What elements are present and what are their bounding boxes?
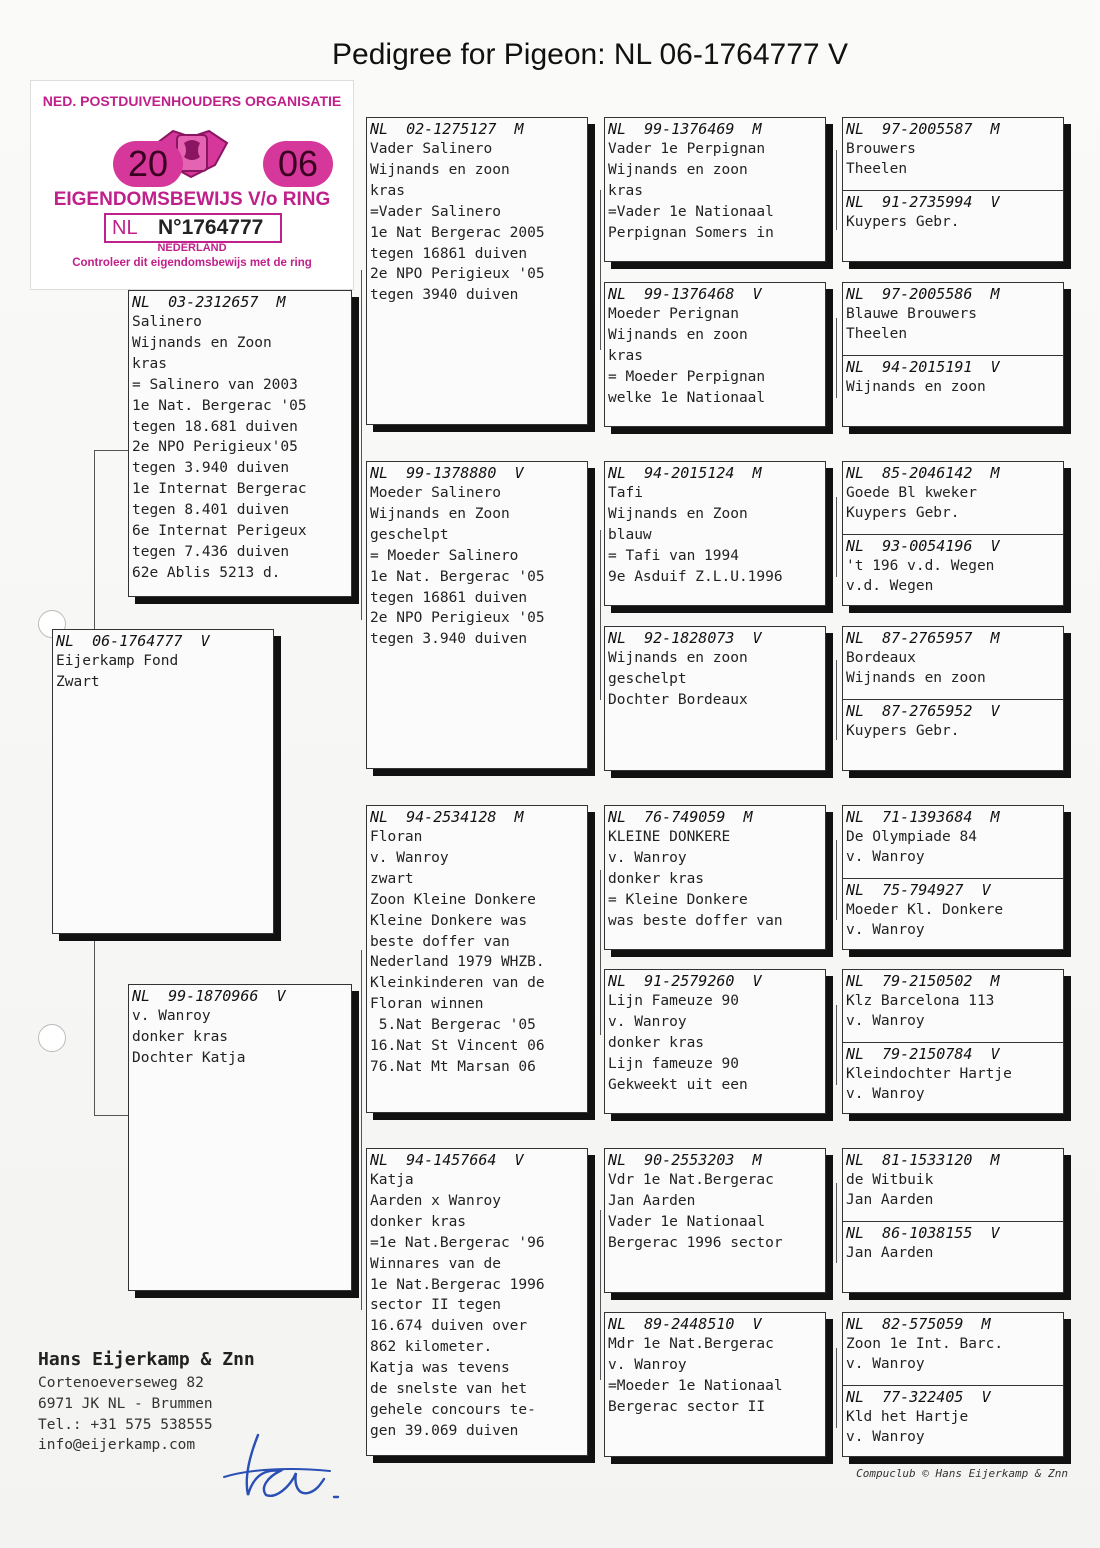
- pigeon-card-pair: [842, 805, 1064, 950]
- card-line: Jan Aarden: [846, 1245, 934, 1261]
- pigeon-card-subject: [52, 629, 274, 934]
- card-line: v. Wanroy: [846, 1086, 925, 1102]
- card-line: geschelpt: [370, 526, 449, 543]
- pair-top: [843, 970, 1063, 1042]
- card-line: v. Wanroy: [846, 1013, 925, 1029]
- card-line: Theelen: [846, 326, 908, 342]
- card-line: Zoon Kleine Donkere: [370, 891, 536, 908]
- card-line: v. Wanroy: [132, 1008, 211, 1024]
- pigeon-card-father: [128, 290, 352, 597]
- card-line: Kuypers Gebr.: [846, 723, 960, 739]
- card-line: gehele concours te-: [370, 1401, 536, 1418]
- ring-header: NL 99-1376469 M: [608, 120, 762, 138]
- card-line: Vader 1e Perpignan: [608, 141, 766, 157]
- ring-header: NL 06-1764777 V: [56, 632, 210, 650]
- pair-top: [843, 1313, 1063, 1385]
- pigeon-card-pair: [842, 117, 1064, 262]
- card-line: Floran winnen: [370, 996, 484, 1013]
- ring-header: NL 99-1870966 V: [132, 987, 286, 1005]
- card-line: 't 196 v.d. Wegen: [846, 558, 995, 574]
- connector-line: [836, 1183, 837, 1263]
- card-line: tegen 3.940 duiven: [370, 631, 528, 648]
- card-line: 16.674 duiven over: [370, 1318, 528, 1335]
- card-line: Kuypers Gebr.: [846, 214, 960, 230]
- card-line: kras: [132, 355, 167, 372]
- ring-header: NL 75-794927 V: [846, 881, 991, 899]
- card-line: blauw: [608, 526, 652, 543]
- card-line: v. Wanroy: [846, 1356, 925, 1372]
- footer-credit: Compuclub © Hans Eijerkamp & Znn: [856, 1467, 1068, 1480]
- ring-header: NL 91-2579260 V: [608, 972, 762, 990]
- card-line: Moeder Salinero: [370, 485, 501, 501]
- card-line: = Salinero van 2003: [132, 376, 298, 393]
- pair-top: [843, 283, 1063, 355]
- ownership-certificate: [30, 80, 354, 290]
- card-line: 16.Nat St Vincent 06: [370, 1038, 545, 1055]
- card-line: geschelpt: [608, 670, 687, 687]
- card-line: de snelste van het: [370, 1381, 528, 1398]
- pair-top: [843, 462, 1063, 534]
- card-line: Wijnands en zoon: [608, 161, 748, 178]
- connector-line: [600, 1210, 601, 1380]
- pigeon-card-pair: [842, 282, 1064, 427]
- card-line: gen 39.069 duiven: [370, 1422, 519, 1439]
- card-line: 2e NPO Perigieux'05: [132, 439, 298, 456]
- connector-line: [836, 660, 837, 740]
- card-line: kras: [608, 347, 643, 364]
- pigeon-card-grandparent: [366, 805, 588, 1113]
- connector-line: [836, 1348, 837, 1428]
- pair-top: [843, 627, 1063, 699]
- card-line: 1e Nat Bergerac 2005: [370, 224, 545, 241]
- card-line: 6e Internat Perigeux: [132, 523, 307, 540]
- card-line: Floran: [370, 829, 423, 845]
- card-line: =Moeder 1e Nationaal: [608, 1377, 783, 1394]
- pigeon-card-great-grandparent: [604, 282, 826, 427]
- certificate-year-right: 06: [263, 141, 333, 187]
- card-line: Kleine Donkere was: [370, 912, 528, 929]
- card-line: tegen 16861 duiven: [370, 589, 528, 606]
- card-line: v. Wanroy: [846, 922, 925, 938]
- card-line: 62e Ablis 5213 d.: [132, 564, 281, 581]
- card-line: Wijnands en zoon: [608, 650, 748, 666]
- certificate-label: EIGENDOMSBEWIJS V/o RING: [53, 189, 331, 210]
- card-line: Bergerac sector II: [608, 1398, 766, 1415]
- ring-number: N°1764777: [158, 216, 264, 239]
- card-line: 1e Nat. Bergerac '05: [370, 568, 545, 585]
- card-line: Wijnands en Zoon: [132, 334, 272, 351]
- connector-line: [600, 190, 601, 350]
- card-line: Wijnands en zoon: [846, 670, 986, 686]
- card-line: Vdr 1e Nat.Bergerac: [608, 1172, 774, 1188]
- connector-line: [361, 950, 362, 1310]
- card-line: Bordeaux: [846, 650, 916, 666]
- card-line: KLEINE DONKERE: [608, 829, 731, 845]
- card-line: = Kleine Donkere: [608, 891, 748, 908]
- card-line: v. Wanroy: [846, 849, 925, 865]
- owner-address-line: 6971 JK NL - Brummen: [38, 1395, 213, 1412]
- card-line: v. Wanroy: [608, 1356, 687, 1373]
- card-line: Wijnands en Zoon: [608, 505, 748, 522]
- card-line: sector II tegen: [370, 1297, 501, 1314]
- card-line: Bergerac 1996 sector: [608, 1234, 783, 1251]
- card-line: 5.Nat Bergerac '05: [370, 1017, 536, 1034]
- card-line: tegen 18.681 duiven: [132, 418, 298, 435]
- pigeon-card-pair: [842, 626, 1064, 771]
- card-line: de Witbuik: [846, 1172, 934, 1188]
- card-line: tegen 3.940 duiven: [132, 460, 290, 477]
- card-line: 1e Internat Bergerac: [132, 481, 307, 498]
- pigeon-card-pair: [842, 1312, 1064, 1457]
- card-line: v. Wanroy: [846, 1429, 925, 1445]
- pigeon-card-grandparent: [366, 117, 588, 425]
- card-line: 76.Nat Mt Marsan 06: [370, 1058, 536, 1075]
- ring-header: NL 03-2312657 M: [132, 293, 286, 311]
- owner-phone: Tel.: +31 575 538555: [38, 1416, 213, 1433]
- ring-header: NL 97-2005587 M: [846, 120, 1000, 138]
- ring-header: NL 90-2553203 M: [608, 1151, 762, 1169]
- card-line: Kuypers Gebr.: [846, 505, 960, 521]
- card-line: = Tafi van 1994: [608, 547, 739, 564]
- card-line: Wijnands en Zoon: [370, 505, 510, 522]
- card-line: Katja: [370, 1172, 414, 1188]
- card-line: Lijn fameuze 90: [608, 1055, 739, 1072]
- card-line: =Vader 1e Nationaal: [608, 203, 774, 220]
- card-line: Jan Aarden: [608, 1192, 696, 1209]
- connector-line: [94, 1115, 128, 1116]
- pigeon-card-great-grandparent: [604, 461, 826, 606]
- card-line: Eijerkamp Fond: [56, 653, 179, 669]
- card-line: Mdr 1e Nat.Bergerac: [608, 1336, 774, 1352]
- card-line: Salinero: [132, 314, 202, 330]
- connector-line: [836, 318, 837, 398]
- card-line: v. Wanroy: [370, 849, 449, 866]
- pigeon-card-grandparent: [366, 1148, 588, 1456]
- ring-header: NL 94-2015191 V: [846, 358, 1000, 376]
- card-line: Wijnands en zoon: [608, 326, 748, 343]
- pigeon-card-mother: [128, 984, 352, 1291]
- card-line: Nederland 1979 WHZB.: [370, 954, 545, 971]
- pair-bottom: [843, 534, 1063, 607]
- card-line: =Vader Salinero: [370, 203, 501, 220]
- ring-header: NL 94-2534128 M: [370, 808, 524, 826]
- card-line: Kld het Hartje: [846, 1409, 969, 1425]
- pigeon-card-great-grandparent: [604, 1148, 826, 1293]
- connector-line: [94, 450, 128, 451]
- ring-header: NL 99-1376468 V: [608, 285, 762, 303]
- card-line: 2e NPO Perigieux '05: [370, 266, 545, 283]
- card-line: zwart: [370, 870, 414, 887]
- owner-name: Hans Eijerkamp & Znn: [38, 1349, 255, 1370]
- ring-header: NL 81-1533120 M: [846, 1151, 1000, 1169]
- card-line: Moeder Perignan: [608, 306, 739, 322]
- ring-header: NL 85-2046142 M: [846, 464, 1000, 482]
- pair-bottom: [843, 355, 1063, 428]
- pair-bottom: [843, 878, 1063, 951]
- connector-line: [836, 1005, 837, 1085]
- pigeon-card-grandparent: [366, 461, 588, 769]
- ring-header: NL 71-1393684 M: [846, 808, 1000, 826]
- ring-header: NL 87-2765952 V: [846, 702, 1000, 720]
- card-line: Vader 1e Nationaal: [608, 1213, 766, 1230]
- card-line: Klz Barcelona 113: [846, 993, 995, 1009]
- card-line: kras: [608, 182, 643, 199]
- card-line: Lijn Fameuze 90: [608, 993, 739, 1009]
- ring-header: NL 94-2015124 M: [608, 464, 762, 482]
- ring-header: NL 92-1828073 V: [608, 629, 762, 647]
- ring-header: NL 82-575059 M: [846, 1315, 991, 1333]
- page-title: Pedigree for Pigeon: NL 06-1764777 V: [332, 38, 848, 71]
- card-line: Gekweekt uit een: [608, 1076, 748, 1093]
- connector-line: [836, 497, 837, 577]
- pair-bottom: [843, 699, 1063, 772]
- card-line: donker kras: [370, 1213, 467, 1230]
- pair-bottom: [843, 190, 1063, 263]
- ring-header: NL 89-2448510 V: [608, 1315, 762, 1333]
- card-line: was beste doffer van: [608, 912, 783, 929]
- connector-line: [600, 530, 601, 700]
- card-line: v. Wanroy: [608, 1013, 687, 1030]
- card-line: donker kras: [608, 1034, 705, 1051]
- ring-header: NL 76-749059 M: [608, 808, 753, 826]
- card-line: = Moeder Salinero: [370, 547, 519, 564]
- ring-header: NL 79-2150502 M: [846, 972, 1000, 990]
- card-line: donker kras: [132, 1028, 229, 1045]
- card-line: Blauwe Brouwers: [846, 306, 977, 322]
- card-line: De Olympiade 84: [846, 829, 977, 845]
- connector-line: [361, 270, 362, 620]
- card-line: = Moeder Perpignan: [608, 368, 766, 385]
- card-line: Dochter Bordeaux: [608, 691, 748, 708]
- card-line: tegen 3940 duiven: [370, 287, 519, 304]
- ring-prefix: NL: [112, 217, 138, 239]
- card-line: Kleinkinderen van de: [370, 975, 545, 992]
- card-line: tegen 7.436 duiven: [132, 543, 290, 560]
- card-line: Perpignan Somers in: [608, 224, 774, 241]
- binder-hole: [38, 1024, 66, 1052]
- pair-top: [843, 118, 1063, 190]
- card-line: 862 kilometer.: [370, 1339, 493, 1356]
- card-line: Katja was tevens: [370, 1360, 510, 1377]
- ring-header: NL 91-2735994 V: [846, 193, 1000, 211]
- card-line: Jan Aarden: [846, 1192, 934, 1208]
- pigeon-card-great-grandparent: [604, 1312, 826, 1457]
- card-line: Dochter Katja: [132, 1049, 246, 1066]
- card-line: donker kras: [608, 870, 705, 887]
- card-line: tegen 8.401 duiven: [132, 502, 290, 519]
- pair-bottom: [843, 1221, 1063, 1294]
- ring-header: NL 87-2765957 M: [846, 629, 1000, 647]
- pigeon-card-pair: [842, 969, 1064, 1114]
- card-line: Aarden x Wanroy: [370, 1192, 501, 1209]
- card-line: Winnares van de: [370, 1255, 501, 1272]
- connector-line: [94, 940, 95, 1115]
- handwritten-signature: [220, 1425, 360, 1510]
- certificate-control-text: Controleer dit eigendomsbewijs met de ring: [72, 257, 312, 269]
- pair-top: [843, 1149, 1063, 1221]
- ring-header: NL 77-322405 V: [846, 1388, 991, 1406]
- owner-email: info@eijerkamp.com: [38, 1437, 196, 1454]
- card-line: v. Wanroy: [608, 849, 687, 866]
- card-line: beste doffer van: [370, 933, 510, 950]
- card-line: Wijnands en zoon: [370, 161, 510, 178]
- card-line: welke 1e Nationaal: [608, 389, 766, 406]
- card-line: Goede Bl kweker: [846, 485, 977, 501]
- pigeon-card-great-grandparent: [604, 969, 826, 1114]
- pigeon-card-pair: [842, 461, 1064, 606]
- card-line: kras: [370, 182, 405, 199]
- ring-header: NL 86-1038155 V: [846, 1224, 1000, 1242]
- ring-number-box: [104, 213, 282, 243]
- card-line: 1e Nat.Bergerac 1996: [370, 1276, 545, 1293]
- card-line: Brouwers: [846, 141, 916, 157]
- card-line: =1e Nat.Bergerac '96: [370, 1234, 545, 1251]
- connector-line: [836, 840, 837, 920]
- pigeon-card-great-grandparent: [604, 805, 826, 950]
- card-line: 9e Asduif Z.L.U.1996: [608, 568, 783, 585]
- pigeon-card-great-grandparent: [604, 117, 826, 262]
- card-line: tegen 16861 duiven: [370, 245, 528, 262]
- card-line: Kleindochter Hartje: [846, 1066, 1012, 1082]
- ring-header: NL 94-1457664 V: [370, 1151, 524, 1169]
- pigeon-card-great-grandparent: [604, 626, 826, 771]
- connector-line: [600, 870, 601, 1035]
- pair-bottom: [843, 1385, 1063, 1458]
- connector-line: [836, 150, 837, 230]
- card-line: Tafi: [608, 485, 643, 501]
- ring-header: NL 79-2150784 V: [846, 1045, 1000, 1063]
- certificate-year-left: 20: [113, 141, 183, 187]
- owner-address-line: Cortenoeverseweg 82: [38, 1375, 204, 1391]
- card-line: v.d. Wegen: [846, 578, 934, 594]
- card-line: 2e NPO Perigieux '05: [370, 610, 545, 627]
- pair-bottom: [843, 1042, 1063, 1115]
- card-line: Moeder Kl. Donkere: [846, 902, 1004, 918]
- card-line: Zwart: [56, 673, 100, 690]
- card-line: Wijnands en zoon: [846, 379, 986, 395]
- pigeon-card-pair: [842, 1148, 1064, 1293]
- card-line: 1e Nat. Bergerac '05: [132, 397, 307, 414]
- certificate-organisation: NED. POSTDUIVENHOUDERS ORGANISATIE: [42, 93, 342, 109]
- certificate-country: NEDERLAND: [157, 242, 227, 254]
- card-line: Theelen: [846, 161, 908, 177]
- ring-header: NL 93-0054196 V: [846, 537, 1000, 555]
- ring-header: NL 99-1378880 V: [370, 464, 524, 482]
- pair-top: [843, 806, 1063, 878]
- ring-header: NL 02-1275127 M: [370, 120, 524, 138]
- card-line: Zoon 1e Int. Barc.: [846, 1336, 1004, 1352]
- ring-header: NL 97-2005586 M: [846, 285, 1000, 303]
- card-line: Vader Salinero: [370, 141, 493, 157]
- connector-line: [94, 450, 95, 630]
